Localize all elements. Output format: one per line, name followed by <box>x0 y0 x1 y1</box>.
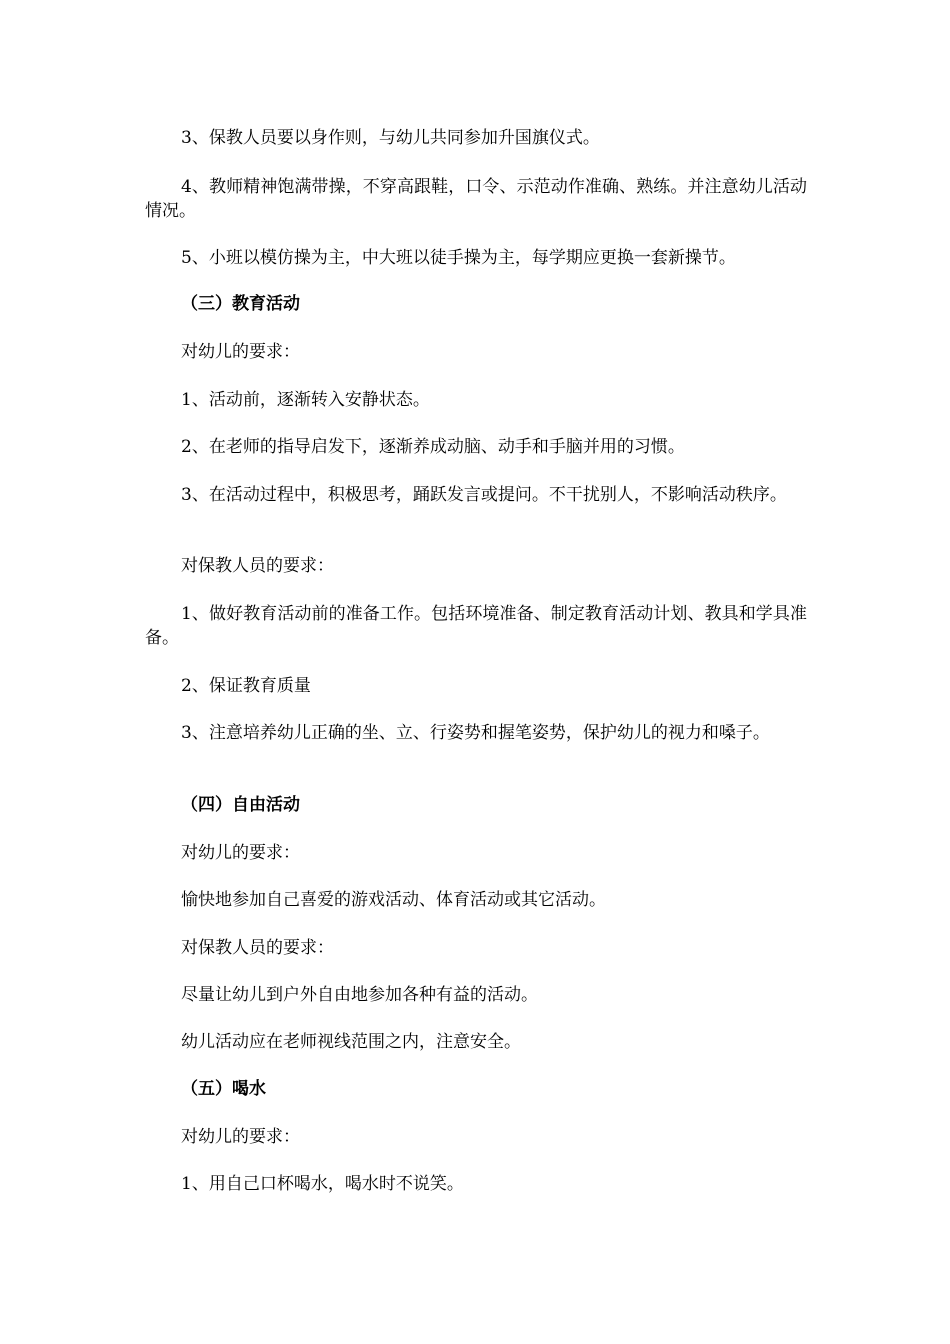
paragraph-free-activity-child: 愉快地参加自己喜爱的游戏活动、体育活动或其它活动。 <box>181 890 606 910</box>
paragraph-rule-3: 3、保教人员要以身作则，与幼儿共同参加升国旗仪式。 <box>181 128 600 148</box>
paragraph-rule-5: 5、小班以模仿操为主，中大班以徒手操为主，每学期应更换一套新操节。 <box>181 248 736 268</box>
paragraph-free-activity-staff-2: 幼儿活动应在老师视线范围之内，注意安全。 <box>181 1032 521 1052</box>
paragraph-staff-item-2: 2、保证教育质量 <box>181 676 311 696</box>
paragraph-item-3: 3、在活动过程中，积极思考，踊跃发言或提问。不干扰别人，不影响活动秩序。 <box>181 485 787 505</box>
paragraph-staff-requirements: 对保教人员的要求： <box>181 556 334 576</box>
paragraph-child-requirements: 对幼儿的要求： <box>181 342 300 362</box>
section-heading-drinking-water: （五）喝水 <box>181 1079 266 1099</box>
paragraph-staff-requirements-2: 对保教人员的要求： <box>181 938 334 958</box>
section-heading-education: （三）教育活动 <box>181 294 300 314</box>
paragraph-staff-item-3: 3、注意培养幼儿正确的坐、立、行姿势和握笔姿势，保护幼儿的视力和嗓子。 <box>181 723 770 743</box>
paragraph-item-2: 2、在老师的指导启发下，逐渐养成动脑、动手和手脑并用的习惯。 <box>181 437 685 457</box>
paragraph-rule-4: 4、教师精神饱满带操，不穿高跟鞋，口令、示范动作准确、熟练。并注意幼儿活动情况。 <box>145 177 807 221</box>
section-heading-free-activity: （四）自由活动 <box>181 795 300 815</box>
paragraph-child-requirements-2: 对幼儿的要求： <box>181 843 300 863</box>
paragraph-staff-item-1: 1、做好教育活动前的准备工作。包括环境准备、制定教育活动计划、教具和学具准备。 <box>145 604 807 648</box>
paragraph-free-activity-staff-1: 尽量让幼儿到户外自由地参加各种有益的活动。 <box>181 985 538 1005</box>
paragraph-item-1: 1、活动前，逐渐转入安静状态。 <box>181 390 430 410</box>
paragraph-child-requirements-3: 对幼儿的要求： <box>181 1127 300 1147</box>
paragraph-water-item-1: 1、用自己口杯喝水，喝水时不说笑。 <box>181 1174 464 1194</box>
